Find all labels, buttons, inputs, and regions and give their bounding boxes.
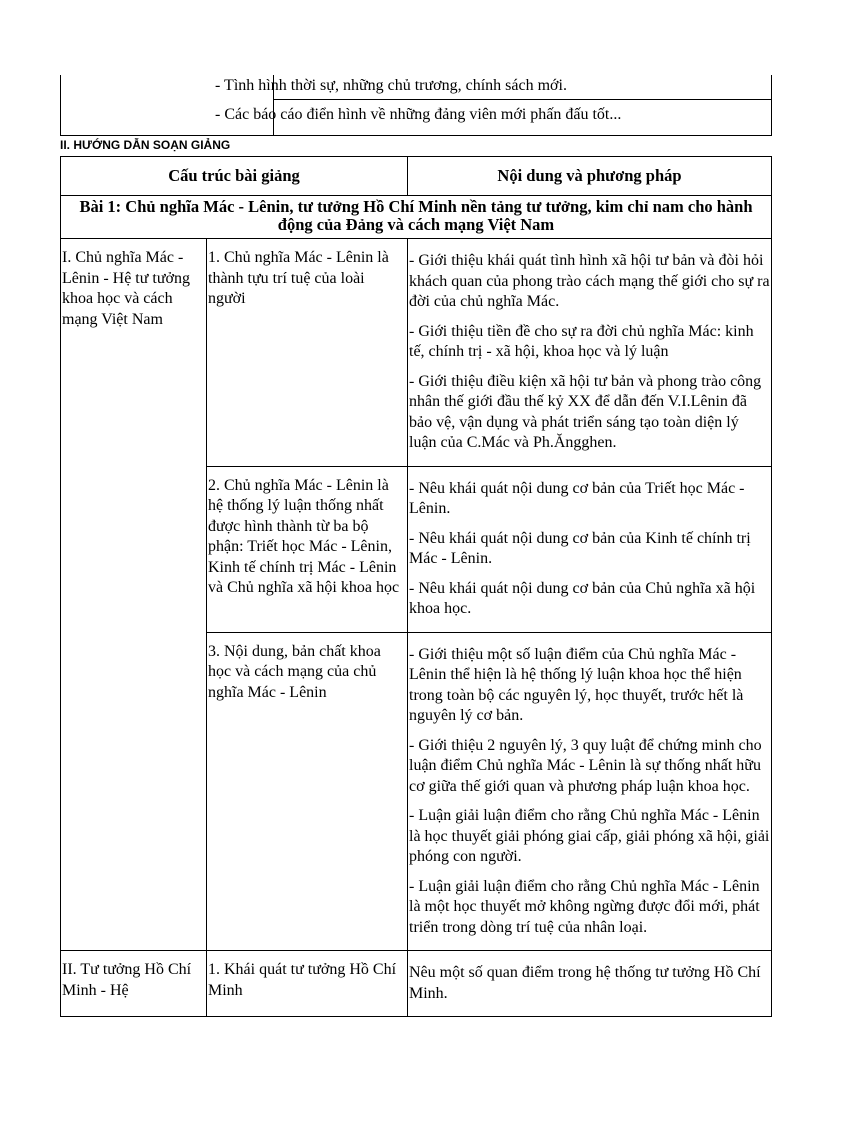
header-structure: Cấu trúc bài giảng	[61, 157, 408, 196]
table-row	[61, 239, 772, 467]
item-content	[408, 466, 772, 632]
content-paragraph: - Giới thiệu 2 nguyên lý, 3 quy luật để chứng minh cho luận điểm Chủ nghĩa Mác - Lênin là sự thống nhất hữu cơ giữa thế giới quan và phương pháp luận khoa học.	[409, 736, 762, 795]
top-line-2: - Các báo cáo điển hình về những đảng viên mới phấn đấu tốt...	[215, 106, 622, 123]
content-paragraph: - Luận giải luận điểm cho rằng Chủ nghĩa Mác - Lênin là học thuyết giải phóng giai cấp, giải phóng xã hội, giải phóng con người.	[409, 807, 770, 865]
lesson-guide-table	[60, 156, 772, 1017]
content-paragraph: - Giới thiệu một số luận điểm của Chủ nghĩa Mác - Lênin thể hiện là hệ thống lý luận khoa học thể hiện trong toàn bộ các nguyên lý, học thuyết, trước hết là nguyên lý cơ bản.	[409, 645, 744, 724]
item-title: 1. Khái quát tư tưởng Hồ Chí Minh	[207, 951, 408, 1017]
row-divider	[273, 99, 771, 100]
content-paragraph: - Nêu khái quát nội dung cơ bản của Kinh tế chính trị Mác - Lênin.	[409, 529, 751, 567]
item-content	[408, 951, 772, 1017]
lesson-row	[61, 196, 772, 239]
lesson-title: Bài 1: Chủ nghĩa Mác - Lênin, tư tưởng Hồ Chí Minh nền tảng tư tưởng, kim chỉ nam cho hành động của Đảng và cách mạng Việt Nam	[61, 196, 772, 239]
part2-title: II. Tư tưởng Hồ Chí Minh - Hệ	[61, 951, 207, 1017]
content-paragraph: - Giới thiệu tiền đề cho sự ra đời chủ nghĩa Mác: kinh tế, chính trị - xã hội, khoa học và lý luận	[409, 322, 754, 360]
content-paragraph: - Luận giải luận điểm cho rằng Chủ nghĩa Mác - Lênin là một học thuyết mở không ngừng được đổi mới, phát triển trong dòng trí tuệ của nhân loại.	[409, 877, 760, 936]
top-line-1: - Tình hình thời sự, những chủ trương, chính sách mới.	[215, 77, 567, 94]
header-content: Nội dung và phương pháp	[408, 157, 772, 196]
item-content	[408, 239, 772, 467]
table-row	[61, 951, 772, 1017]
item-title: 2. Chủ nghĩa Mác - Lênin là hệ thống lý luận thống nhất được hình thành từ ba bộ phận: Triết học Mác - Lênin, Kinh tế chính trị Mác - Lênin và Chủ nghĩa xã hội khoa học	[207, 466, 408, 632]
item-title: 3. Nội dung, bản chất khoa học và cách mạng của chủ nghĩa Mác - Lênin	[207, 632, 408, 951]
content-paragraph: - Nêu khái quát nội dung cơ bản của Chủ nghĩa xã hội khoa học.	[409, 579, 756, 617]
content-paragraph: - Giới thiệu điều kiện xã hội tư bản và phong trào công nhân thế giới đầu thế kỷ XX để dẫn đến V.I.Lênin đã bảo vệ, vận dụng và phát triển sáng tạo toàn diện lý luận của C.Mác và Ph.Ăngghen.	[409, 372, 762, 451]
section-title: II. HƯỚNG DẪN SOẠN GIẢNG	[60, 138, 231, 152]
part1-title: I. Chủ nghĩa Mác - Lênin - Hệ tư tưởng khoa học và cách mạng Việt Nam	[61, 239, 207, 951]
content-paragraph: Nêu một số quan điểm trong hệ thống tư tưởng Hồ Chí Minh.	[409, 964, 761, 1002]
item-content	[408, 632, 772, 951]
content-paragraph: - Giới thiệu khái quát tình hình xã hội tư bản và đòi hỏi khách quan của phong trào cách mạng thế giới cho sự ra đời của chủ nghĩa Mác.	[409, 252, 770, 310]
content-paragraph: - Nêu khái quát nội dung cơ bản của Triết học Mác - Lênin.	[409, 479, 745, 517]
header-row	[61, 157, 772, 196]
item-title: 1. Chủ nghĩa Mác - Lênin là thành tựu trí tuệ của loài người	[207, 239, 408, 467]
